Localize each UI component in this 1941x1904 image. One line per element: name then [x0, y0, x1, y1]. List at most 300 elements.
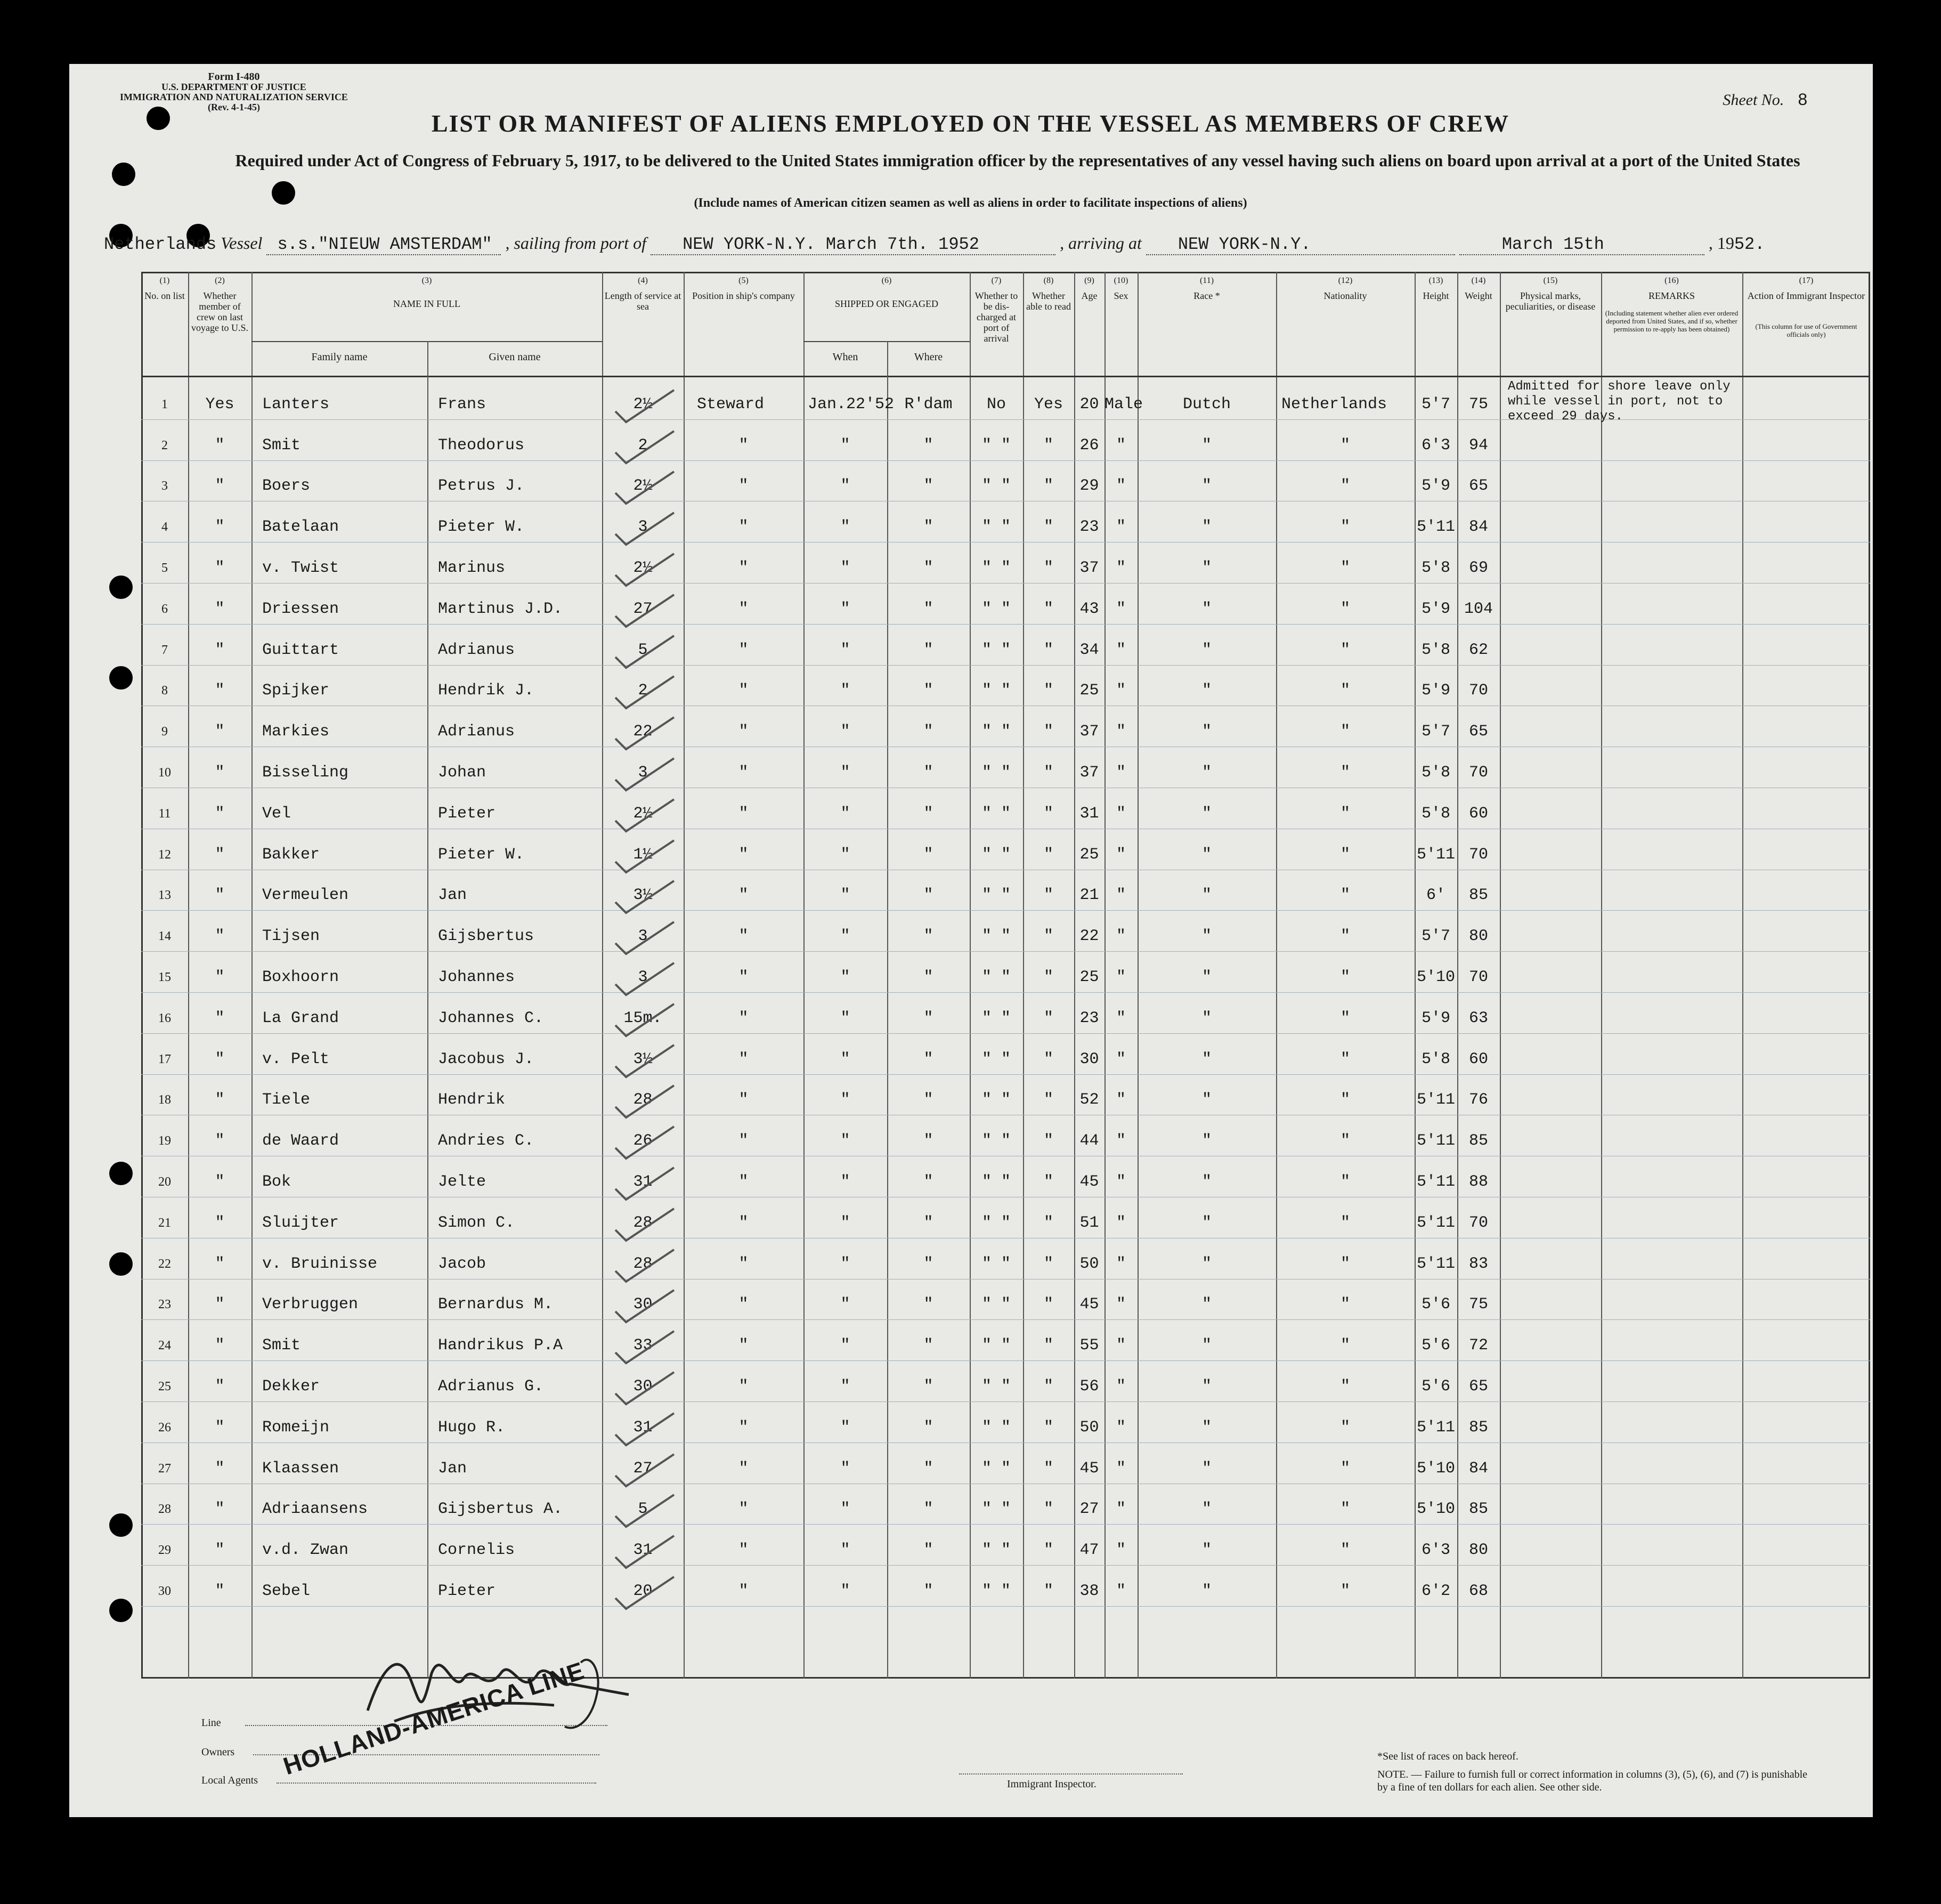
cell-where: " [923, 518, 933, 537]
check-mark-icon [613, 1080, 677, 1123]
cell-given: Jan [438, 886, 467, 905]
cell-read: " [1043, 1336, 1053, 1355]
cell-where: " [923, 1459, 933, 1478]
cell-height: 6'3 [1421, 1541, 1450, 1560]
check-mark-icon [613, 753, 677, 796]
cell-sex: " [1116, 518, 1126, 537]
cell-weight: 70 [1468, 968, 1488, 986]
row-rule [141, 1565, 1870, 1566]
cell-service: 26 [633, 1132, 653, 1150]
cell-crew: " [215, 968, 225, 986]
cell-race: " [1201, 518, 1212, 537]
cell-position: " [738, 599, 749, 618]
cell-given: Simon C. [438, 1213, 515, 1232]
cell-given: Adrianus [438, 641, 515, 659]
cell-service: 1½ [633, 845, 653, 864]
sheet-number [1723, 91, 1808, 110]
shipped-subhead-rule [803, 341, 970, 342]
cell-race: " [1201, 1050, 1212, 1068]
check-mark-icon [613, 466, 677, 509]
cell-crew: " [215, 1582, 225, 1600]
check-mark-icon [613, 876, 677, 918]
punch-hole [109, 576, 133, 599]
cell-weight: 85 [1468, 1418, 1488, 1437]
cell-crew: " [215, 804, 225, 823]
cell-crew: " [215, 927, 225, 946]
row-number: 24 [158, 1339, 171, 1353]
punch-hole [109, 1162, 133, 1185]
cell-service: 2 [638, 682, 648, 700]
cell-height: 5'8 [1421, 764, 1450, 782]
cell-age: 25 [1079, 968, 1099, 986]
cell-crew: " [215, 477, 225, 496]
cell-race: " [1201, 477, 1212, 496]
cell-when: " [840, 804, 850, 823]
cell-family: Bakker [262, 845, 320, 864]
cell-service: 30 [633, 1378, 653, 1396]
cell-race: " [1201, 436, 1212, 455]
page-title: LIST OR MANIFEST OF ALIENS EMPLOYED ON THE VESSEL AS MEMBERS OF CREW [431, 110, 1510, 137]
cell-age: 45 [1079, 1459, 1099, 1478]
row-number: 23 [158, 1298, 171, 1312]
cell-discharged: " " [981, 927, 1011, 946]
column-number: (14) [1471, 276, 1486, 285]
cell-service: 2½ [633, 559, 653, 577]
cell-where: " [923, 1254, 933, 1273]
cell-height: 5'11 [1416, 1254, 1455, 1273]
cell-age: 21 [1079, 886, 1099, 905]
cell-service: 27 [633, 1459, 653, 1478]
cell-discharged: " " [981, 477, 1011, 496]
cell-when: " [840, 886, 850, 905]
cell-service: 3 [638, 518, 648, 537]
cell-nat: " [1340, 804, 1350, 823]
cell-given: Pieter [438, 1582, 496, 1600]
cell-crew: " [215, 723, 225, 741]
cell-race: " [1201, 1254, 1212, 1273]
cell-sex: " [1116, 845, 1126, 864]
cell-where: " [923, 1213, 933, 1232]
cell-discharged: " " [981, 559, 1011, 577]
cell-where: " [923, 1132, 933, 1150]
check-mark-icon [613, 1367, 677, 1409]
cell-nat: " [1340, 641, 1350, 659]
cell-service: 3 [638, 968, 648, 986]
cell-discharged: " " [981, 886, 1011, 905]
cell-service: 31 [633, 1541, 653, 1560]
note-text: — Failure to furnish full or correct information in columns (3), (5), (6), and (7) is punishable by a fine of ten dollars for each alien. See other side. [1377, 1769, 1808, 1793]
cell-when: " [840, 723, 850, 741]
cell-when: " [840, 764, 850, 782]
cell-race: " [1201, 559, 1212, 577]
cell-age: 45 [1079, 1295, 1099, 1314]
row-number: 27 [158, 1461, 171, 1476]
cell-position: " [738, 1459, 749, 1478]
cell-position: " [738, 845, 749, 864]
column-header: Whether able to read [1026, 290, 1071, 312]
column-header: Position in ship's company [692, 290, 795, 301]
cell-position: " [738, 1418, 749, 1437]
cell-position: " [738, 1541, 749, 1560]
cell-family: Vermeulen [262, 886, 349, 905]
cell-nat: " [1340, 1459, 1350, 1478]
include-note: (Include names of American citizen seamen as well as aliens in order to facilitate inspections of aliens) [694, 196, 1247, 210]
punch-hole [109, 1599, 133, 1622]
cell-crew: " [215, 1132, 225, 1150]
row-number: 16 [158, 1011, 171, 1025]
cell-position: " [738, 1295, 749, 1314]
check-mark-icon [613, 794, 677, 837]
cell-nat: " [1340, 1336, 1350, 1355]
cell-crew: " [215, 1254, 225, 1273]
cell-where: " [923, 682, 933, 700]
cell-read: " [1043, 1541, 1053, 1560]
row-number: 6 [161, 602, 168, 616]
family-name-header: Family name [311, 351, 368, 363]
revision: (Rev. 4-1-45) [207, 102, 260, 112]
given-name-header: Given name [489, 351, 541, 363]
cell-read: " [1043, 723, 1053, 741]
cell-read: " [1043, 968, 1053, 986]
cell-given: Pieter [438, 804, 496, 823]
cell-position: " [738, 477, 749, 496]
cell-race: " [1201, 1541, 1212, 1560]
cell-sex: " [1116, 764, 1126, 782]
row-number: 28 [158, 1502, 171, 1517]
row-number: 18 [158, 1093, 171, 1107]
cell-weight: 85 [1468, 886, 1488, 905]
cell-family: de Waard [262, 1132, 339, 1150]
cell-height: 5'8 [1421, 804, 1450, 823]
cell-family: Sluijter [262, 1213, 339, 1232]
cell-given: Jan [438, 1459, 467, 1478]
cell-weight: 70 [1468, 764, 1488, 782]
cell-nat: " [1340, 1418, 1350, 1437]
cell-crew: " [215, 1173, 225, 1191]
cell-height: 5'9 [1421, 599, 1450, 618]
cell-age: 50 [1079, 1418, 1099, 1437]
cell-where: " [923, 845, 933, 864]
cell-service: 28 [633, 1213, 653, 1232]
cell-discharged: " " [981, 1213, 1011, 1232]
row-rule [141, 1401, 1870, 1402]
cell-service: 31 [633, 1418, 653, 1437]
cell-when: " [840, 1582, 850, 1600]
cell-age: 38 [1079, 1582, 1099, 1600]
cell-height: 5'6 [1421, 1336, 1450, 1355]
cell-position: " [738, 682, 749, 700]
cell-given: Hendrik J. [438, 682, 534, 700]
cell-when: " [840, 1295, 850, 1314]
cell-crew: " [215, 518, 225, 537]
cell-height: 5'8 [1421, 1050, 1450, 1068]
row-rule [141, 1074, 1870, 1075]
cell-height: 6'3 [1421, 436, 1450, 455]
cell-where: " [923, 723, 933, 741]
cell-sex: " [1116, 1582, 1126, 1600]
holland-america-stamp: HOLLAND-AMERICA LINE [280, 1656, 588, 1780]
cell-nat: " [1340, 1295, 1350, 1314]
cell-crew: " [215, 1459, 225, 1478]
cell-given: Cornelis [438, 1541, 515, 1560]
cell-crew: " [215, 1541, 225, 1560]
cell-service: 2½ [633, 395, 653, 414]
cell-race: " [1201, 1582, 1212, 1600]
cell-read: " [1043, 1254, 1053, 1273]
cell-height: 5'11 [1416, 518, 1455, 537]
cell-nat: " [1340, 599, 1350, 618]
cell-crew: " [215, 1295, 225, 1314]
column-divider [1601, 272, 1602, 1679]
cell-discharged: " " [981, 1173, 1011, 1191]
penalty-note [1377, 1768, 1820, 1794]
cell-when: " [840, 518, 850, 537]
cell-family: Lanters [262, 395, 330, 414]
cell-age: 37 [1079, 764, 1099, 782]
row-rule [141, 992, 1870, 993]
cell-where: " [923, 1418, 933, 1437]
cell-family: v.d. Zwan [262, 1541, 349, 1560]
cell-position: " [738, 723, 749, 741]
cell-position: " [738, 436, 749, 455]
cell-nat: " [1340, 1254, 1350, 1273]
cell-read: " [1043, 1378, 1053, 1396]
column-header: Race * [1193, 290, 1220, 301]
cell-crew: " [215, 1500, 225, 1519]
column-header: Sex [1114, 290, 1128, 301]
cell-read: " [1043, 1295, 1053, 1314]
column-header: SHIPPED OR ENGAGED [834, 298, 938, 309]
cell-nat: " [1340, 436, 1350, 455]
sheet-label: Sheet No. [1723, 91, 1784, 109]
footer-owners [201, 1746, 599, 1759]
inspector-signature-line [959, 1773, 1183, 1775]
cell-position: " [738, 1050, 749, 1068]
cell-age: 26 [1079, 436, 1099, 455]
cell-discharged: " " [981, 764, 1011, 782]
cell-race: " [1201, 723, 1212, 741]
cell-discharged: " " [981, 1295, 1011, 1314]
cell-nat: " [1340, 477, 1350, 496]
cell-when: " [840, 968, 850, 986]
agents-label: Local Agents [201, 1775, 258, 1786]
arriving-label: , arriving at [1060, 233, 1142, 253]
footer-agents [201, 1775, 596, 1787]
cell-weight: 94 [1468, 436, 1488, 455]
cell-nat: " [1340, 723, 1350, 741]
cell-given: Adrianus [438, 723, 515, 741]
crew-table [141, 272, 1870, 1679]
row-number: 3 [161, 479, 168, 493]
cell-read: " [1043, 886, 1053, 905]
cell-sex: " [1116, 1213, 1126, 1232]
cell-position: " [738, 764, 749, 782]
cell-race: " [1201, 1132, 1212, 1150]
cell-height: 5'9 [1421, 477, 1450, 496]
cell-family: Tijsen [262, 927, 320, 946]
cell-discharged: " " [981, 1009, 1011, 1027]
cell-discharged: " " [981, 1582, 1011, 1600]
cell-height: 5'11 [1416, 1418, 1455, 1437]
cell-race: " [1201, 1500, 1212, 1519]
cell-age: 31 [1079, 804, 1099, 823]
cell-family: Tiele [262, 1091, 311, 1109]
year-value: 52. [1734, 234, 1765, 254]
cell-given: Petrus J. [438, 477, 525, 496]
cell-sex: " [1116, 886, 1126, 905]
form-identifier [120, 72, 348, 112]
column-number: (4) [638, 276, 648, 285]
cell-height: 5'10 [1416, 1459, 1455, 1478]
check-mark-icon [613, 589, 677, 632]
row-rule [141, 951, 1870, 952]
cell-family: Spijker [262, 682, 330, 700]
cell-discharged: " " [981, 1091, 1011, 1109]
row-rule [141, 910, 1870, 911]
cell-family: Markies [262, 723, 330, 741]
row-number: 25 [158, 1380, 171, 1393]
check-mark-icon [613, 1162, 677, 1205]
row-number: 4 [161, 520, 168, 534]
punch-hole [112, 163, 135, 186]
cell-weight: 84 [1468, 518, 1488, 537]
row-rule [141, 1360, 1870, 1361]
cell-nat: " [1340, 886, 1350, 905]
cell-race: " [1201, 1213, 1212, 1232]
cell-sex: " [1116, 682, 1126, 700]
cell-race: " [1201, 804, 1212, 823]
cell-discharged: " " [981, 968, 1011, 986]
cell-weight: 76 [1468, 1091, 1488, 1109]
cell-where: " [923, 886, 933, 905]
cell-family: Smit [262, 436, 301, 455]
cell-position: " [738, 804, 749, 823]
cell-nat: " [1340, 1173, 1350, 1191]
cell-height: 5'8 [1421, 641, 1450, 659]
cell-age: 44 [1079, 1132, 1099, 1150]
row-rule [141, 1033, 1870, 1034]
cell-when: " [840, 1500, 850, 1519]
cell-where: " [923, 1009, 933, 1027]
row-rule [141, 1524, 1870, 1525]
row-number: 26 [158, 1420, 171, 1435]
cell-position: " [738, 641, 749, 659]
cell-service: 27 [633, 599, 653, 618]
cell-height: 5'7 [1421, 395, 1450, 414]
cell-when: " [840, 1378, 850, 1396]
cell-weight: 88 [1468, 1173, 1488, 1191]
cell-when: " [840, 1336, 850, 1355]
cell-discharged: " " [981, 845, 1011, 864]
cell-given: Hugo R. [438, 1418, 506, 1437]
column-number: (8) [1043, 276, 1054, 285]
column-header: REMARKS [1648, 290, 1695, 301]
check-mark-icon [613, 1121, 677, 1164]
cell-discharged: " " [981, 641, 1011, 659]
check-mark-icon [613, 1571, 677, 1614]
cell-given: Frans [438, 395, 486, 414]
check-mark-icon [613, 507, 677, 550]
inspector-note: (This column for use of Government officials only) [1755, 322, 1857, 338]
column-header: Length of service at sea [604, 290, 681, 312]
cell-age: 20 [1079, 395, 1099, 414]
cell-height: 5'6 [1421, 1378, 1450, 1396]
cell-read: " [1043, 1091, 1053, 1109]
cell-weight: 69 [1468, 559, 1488, 577]
cell-race: " [1201, 1295, 1212, 1314]
cell-when: " [840, 1009, 850, 1027]
cell-position: " [738, 1132, 749, 1150]
cell-where: " [923, 1336, 933, 1355]
vessel-flag: Netherlands [104, 234, 217, 254]
cell-service: 20 [633, 1582, 653, 1600]
column-divider [1742, 272, 1743, 1679]
cell-position: " [738, 1213, 749, 1232]
cell-nat: " [1340, 968, 1350, 986]
cell-weight: 70 [1468, 1213, 1488, 1232]
cell-given: Andries C. [438, 1132, 534, 1150]
cell-age: 30 [1079, 1050, 1099, 1068]
cell-height: 5'11 [1416, 1132, 1455, 1150]
cell-discharged: " " [981, 518, 1011, 537]
check-mark-icon [613, 958, 677, 1000]
cell-read: " [1043, 1459, 1053, 1478]
cell-where: " [923, 1050, 933, 1068]
cell-crew: " [215, 845, 225, 864]
cell-position: " [738, 1173, 749, 1191]
cell-when: " [840, 1132, 850, 1150]
cell-sex: " [1116, 1459, 1126, 1478]
cell-position: " [738, 1500, 749, 1519]
column-number: (1) [159, 276, 170, 285]
cell-weight: 63 [1468, 1009, 1488, 1027]
cell-service: 28 [633, 1254, 653, 1273]
cell-where: " [923, 804, 933, 823]
cell-race: " [1201, 599, 1212, 618]
cell-nat: " [1340, 1050, 1350, 1068]
remarks-note: (Including statement whether alien ever ordered deported from United States, and if so, whether permission to re-apply has been obtained) [1605, 309, 1739, 333]
cell-weight: 70 [1468, 845, 1488, 864]
cell-position: " [738, 1254, 749, 1273]
column-number: (7) [991, 276, 1002, 285]
column-number: (3) [421, 276, 432, 285]
cell-given: Johan [438, 764, 486, 782]
cell-given: Adrianus G. [438, 1378, 544, 1396]
row-number: 30 [158, 1584, 171, 1598]
cell-nat: " [1340, 518, 1350, 537]
row-number: 1 [161, 397, 168, 411]
cell-height: 5'9 [1421, 682, 1450, 700]
cell-when: " [840, 682, 850, 700]
cell-when: " [840, 1459, 850, 1478]
cell-where: " [923, 1173, 933, 1191]
cell-discharged: " " [981, 1254, 1011, 1273]
cell-when: " [840, 641, 850, 659]
row-rule [141, 624, 1870, 625]
cell-where: " [923, 1295, 933, 1314]
cell-sex: " [1116, 804, 1126, 823]
cell-when: " [840, 1173, 850, 1191]
cell-race: " [1201, 968, 1212, 986]
check-mark-icon [613, 712, 677, 755]
cell-crew: " [215, 886, 225, 905]
cell-where: " [923, 1091, 933, 1109]
cell-service: 28 [633, 1091, 653, 1109]
sheet-value: 8 [1797, 91, 1808, 110]
row-number: 7 [161, 643, 168, 657]
check-mark-icon [613, 385, 677, 427]
row-number: 2 [161, 438, 168, 452]
